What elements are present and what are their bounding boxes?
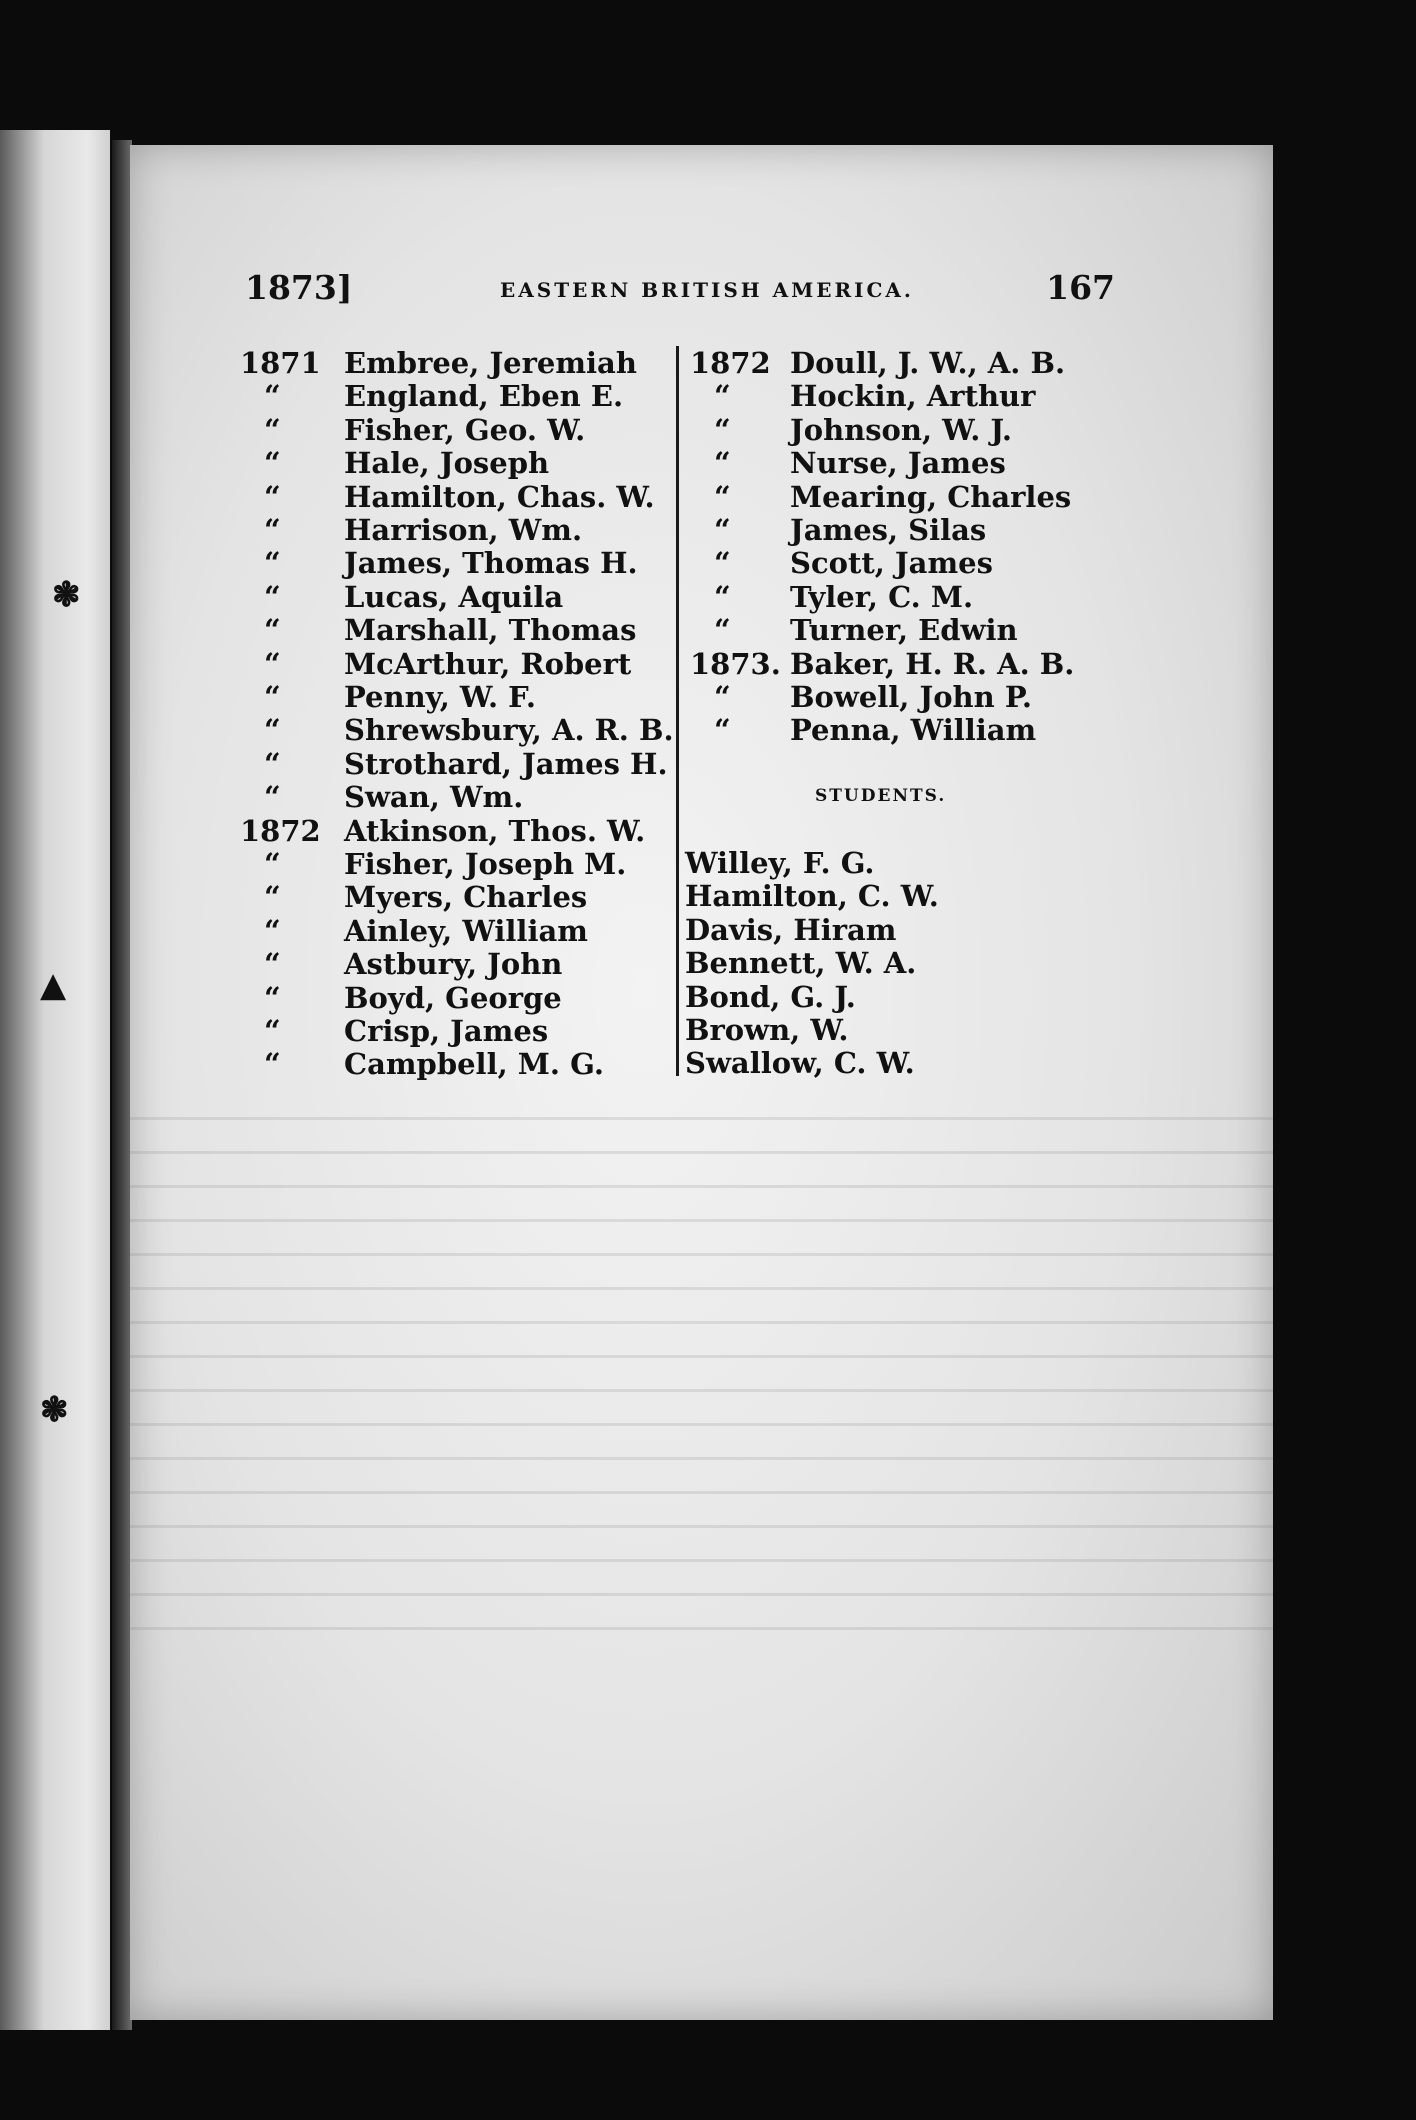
entry-year: “ xyxy=(264,1047,281,1082)
entry-year: “ xyxy=(714,680,731,714)
entry-name: Scott, James xyxy=(790,546,993,581)
entry-year: “ xyxy=(264,713,281,748)
entry-year: “ xyxy=(264,446,281,481)
entry-name: Penna, William xyxy=(790,713,1037,748)
entry-name: Hale, Joseph xyxy=(344,446,550,481)
entry-name: Harrison, Wm. xyxy=(344,513,583,547)
students-heading: STUDENTS. xyxy=(815,786,947,806)
entry-year: “ xyxy=(264,613,281,648)
entry-name: Ainley, William xyxy=(344,913,588,948)
entry-name: James, Silas xyxy=(790,513,987,547)
entry-year: “ xyxy=(714,446,731,481)
entry-name: Bowell, John P. xyxy=(790,680,1032,714)
entry-name: Fisher, Geo. W. xyxy=(344,412,586,447)
entry-year: “ xyxy=(714,713,731,748)
entry-year: “ xyxy=(264,579,281,614)
header-year: 1873] xyxy=(245,268,353,307)
entry-name: Atkinson, Thos. W. xyxy=(344,813,646,848)
entry-name: Baker, H. R. A. B. xyxy=(790,646,1075,681)
entry-name: Hockin, Arthur xyxy=(790,379,1036,414)
entry-year: “ xyxy=(714,613,731,648)
student-item: Brown, W. xyxy=(685,1013,849,1047)
entry-year: “ xyxy=(264,680,281,714)
entry-year: “ xyxy=(264,646,281,681)
ink-mark: ▲ xyxy=(40,965,67,1005)
entry-name: Campbell, M. G. xyxy=(344,1047,604,1082)
entry-year: “ xyxy=(714,513,731,547)
entry-year: “ xyxy=(264,412,281,447)
entry-year: “ xyxy=(714,579,731,614)
entry-year: 1872 xyxy=(240,813,321,848)
student-item: Davis, Hiram xyxy=(685,912,897,947)
entry-year: “ xyxy=(714,546,731,581)
entry-year: “ xyxy=(264,746,281,781)
entry-year: “ xyxy=(264,479,281,514)
student-item: Hamilton, C. W. xyxy=(685,879,939,914)
entry-year: “ xyxy=(714,479,731,514)
header-title: EASTERN BRITISH AMERICA. xyxy=(500,278,914,302)
page-number: 167 xyxy=(1046,268,1115,307)
entry-year: “ xyxy=(264,980,281,1015)
entry-year: “ xyxy=(264,513,281,547)
entry-name: Hamilton, Chas. W. xyxy=(344,479,655,514)
entry-name: James, Thomas H. xyxy=(344,546,638,581)
entry-name: Astbury, John xyxy=(344,947,563,982)
student-item: Bennett, W. A. xyxy=(685,946,917,981)
entry-name: Myers, Charles xyxy=(344,880,588,915)
running-header xyxy=(245,268,1115,312)
entry-year: 1873. xyxy=(690,646,781,681)
entry-name: Shrewsbury, A. R. B. xyxy=(344,713,674,748)
column-divider xyxy=(676,346,679,1076)
entry-name: Embree, Jeremiah xyxy=(344,346,637,380)
entry-name: England, Eben E. xyxy=(344,379,624,414)
entry-name: Lucas, Aquila xyxy=(344,579,564,614)
entry-name: Penny, W. F. xyxy=(344,680,536,714)
student-item: Swallow, C. W. xyxy=(685,1046,915,1081)
entry-year: “ xyxy=(714,412,731,447)
entry-year: “ xyxy=(264,1014,281,1048)
student-item: Willey, F. G. xyxy=(685,846,875,880)
entry-name: Mearing, Charles xyxy=(790,479,1072,514)
ink-mark: ❃ xyxy=(52,575,81,615)
entry-name: Turner, Edwin xyxy=(790,613,1018,648)
entry-year: “ xyxy=(264,780,281,815)
entry-year: “ xyxy=(264,913,281,948)
entry-name: Johnson, W. J. xyxy=(790,412,1012,447)
entry-name: McArthur, Robert xyxy=(344,646,632,681)
entry-name: Nurse, James xyxy=(790,446,1006,481)
entry-name: Crisp, James xyxy=(344,1014,549,1048)
entry-name: Doull, J. W., A. B. xyxy=(790,346,1066,380)
entry-name: Marshall, Thomas xyxy=(344,613,637,648)
bleed-through-text xyxy=(130,1095,1273,1655)
facing-page-edge xyxy=(0,130,110,2030)
entry-name: Strothard, James H. xyxy=(344,746,668,781)
entry-year: “ xyxy=(714,379,731,414)
entry-name: Fisher, Joseph M. xyxy=(344,847,627,881)
ink-mark: ❃ xyxy=(40,1390,69,1430)
entry-year: “ xyxy=(264,880,281,915)
student-item: Bond, G. J. xyxy=(685,979,856,1014)
entry-name: Boyd, George xyxy=(344,980,562,1015)
book-gutter xyxy=(112,140,132,2030)
entry-year: 1872 xyxy=(690,346,771,380)
entry-name: Tyler, C. M. xyxy=(790,579,974,614)
entry-year: “ xyxy=(264,379,281,414)
entry-year: “ xyxy=(264,947,281,982)
entry-year: “ xyxy=(264,847,281,881)
entry-year: 1871 xyxy=(240,346,321,380)
entry-year: “ xyxy=(264,546,281,581)
entry-name: Swan, Wm. xyxy=(344,780,524,815)
